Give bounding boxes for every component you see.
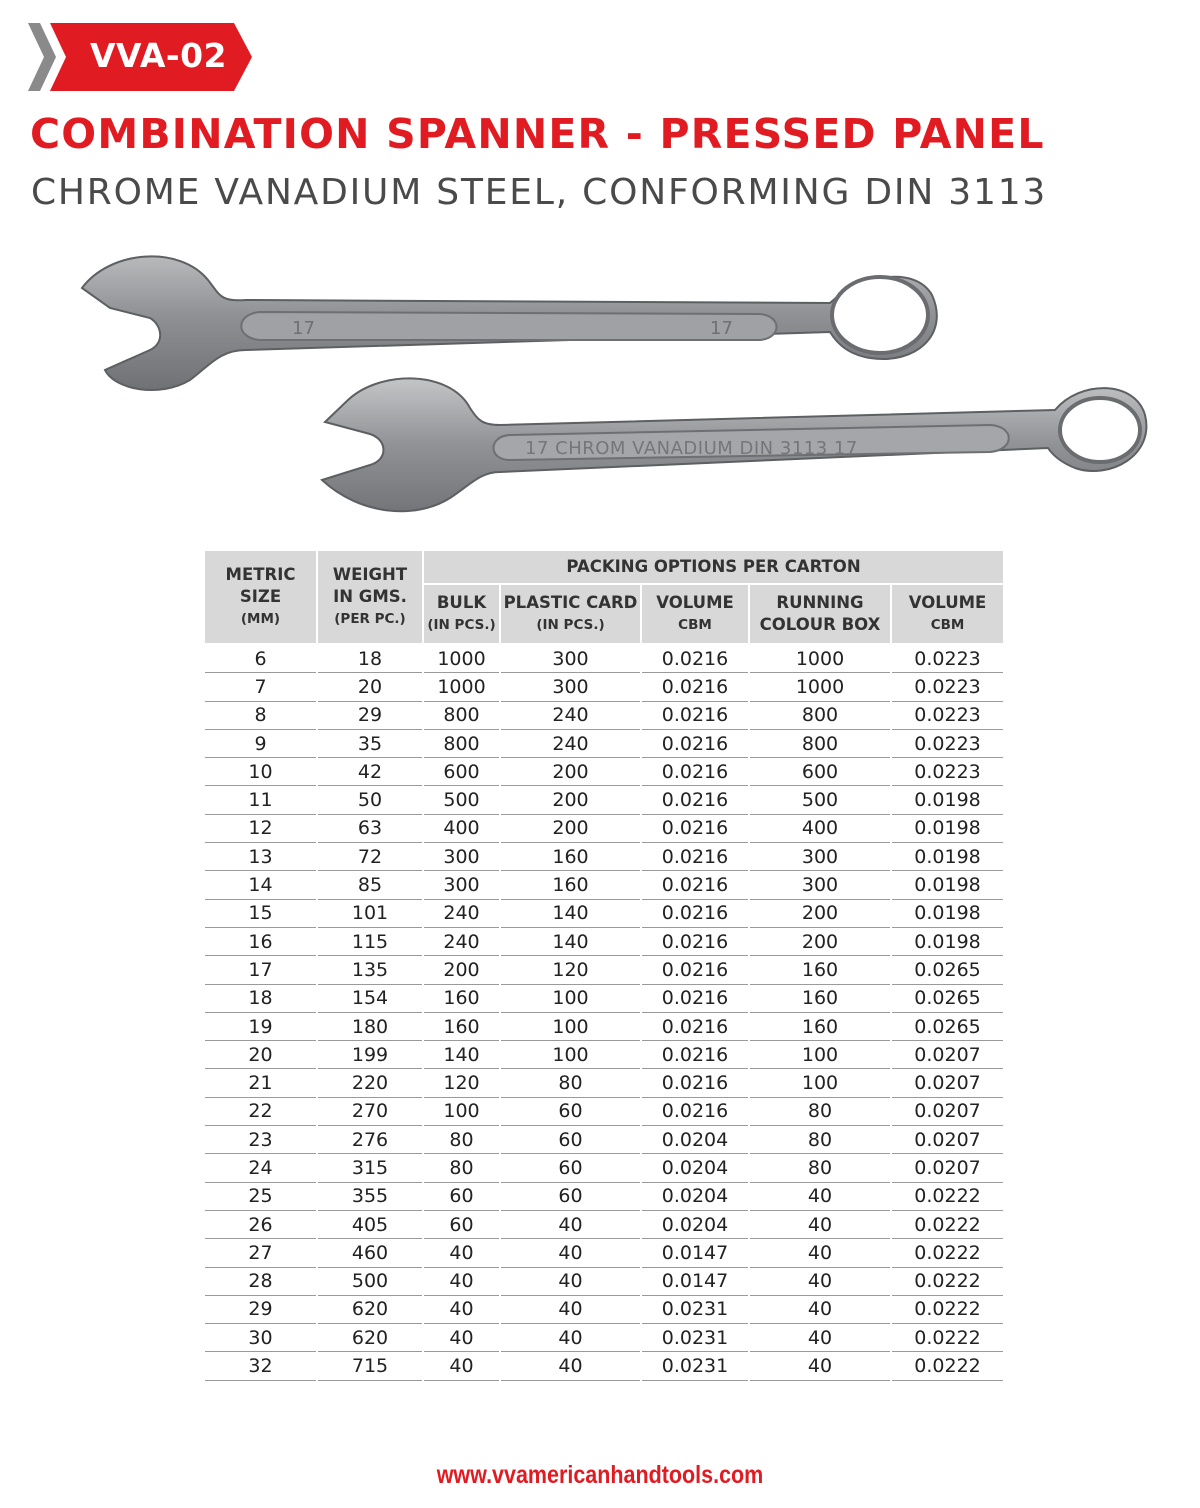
header-bulk-l1: BULK: [436, 593, 487, 612]
cell-plastic-card: 100: [500, 984, 641, 1012]
cell-bulk: 500: [423, 786, 500, 814]
cell-volume-1: 0.0216: [641, 956, 749, 984]
cell-volume-2: 0.0222: [891, 1182, 1003, 1210]
upper-ring-opening: [832, 277, 928, 353]
cell-volume-2: 0.0198: [891, 899, 1003, 927]
cell-metric-size: 15: [205, 899, 317, 927]
table-header: [205, 551, 1003, 644]
cell-plastic-card: 200: [500, 814, 641, 842]
cell-plastic-card: 200: [500, 758, 641, 786]
header-card-l1: PLASTIC CARD: [503, 593, 638, 612]
cell-volume-2: 0.0198: [891, 871, 1003, 899]
cell-volume-1: 0.0231: [641, 1352, 749, 1380]
product-title: COMBINATION SPANNER - PRESSED PANEL: [30, 110, 1045, 158]
cell-plastic-card: 300: [500, 673, 641, 701]
cell-weight: 620: [317, 1295, 423, 1323]
cell-weight: 18: [317, 644, 423, 673]
cell-volume-2: 0.0223: [891, 701, 1003, 729]
cell-volume-2: 0.0222: [891, 1239, 1003, 1267]
cell-bulk: 240: [423, 899, 500, 927]
table-row: [205, 956, 1003, 984]
cell-colour-box: 500: [749, 786, 891, 814]
table-row: [205, 1012, 1003, 1040]
cell-bulk: 80: [423, 1126, 500, 1154]
specification-table: [205, 551, 1003, 1381]
table-row: [205, 1154, 1003, 1182]
table-row: [205, 1041, 1003, 1069]
product-code: VVA-02: [90, 36, 227, 75]
cell-volume-2: 0.0198: [891, 843, 1003, 871]
cell-colour-box: 300: [749, 871, 891, 899]
cell-volume-2: 0.0265: [891, 984, 1003, 1012]
cell-plastic-card: 60: [500, 1182, 641, 1210]
cell-bulk: 600: [423, 758, 500, 786]
cell-bulk: 160: [423, 984, 500, 1012]
cell-colour-box: 100: [749, 1041, 891, 1069]
cell-volume-2: 0.0207: [891, 1041, 1003, 1069]
cell-volume-2: 0.0223: [891, 673, 1003, 701]
cell-volume-1: 0.0204: [641, 1126, 749, 1154]
cell-bulk: 800: [423, 701, 500, 729]
cell-volume-1: 0.0216: [641, 871, 749, 899]
cell-colour-box: 40: [749, 1182, 891, 1210]
cell-plastic-card: 40: [500, 1295, 641, 1323]
cell-weight: 315: [317, 1154, 423, 1182]
header-volume-2: [891, 584, 1003, 644]
cell-plastic-card: 40: [500, 1324, 641, 1352]
cell-weight: 270: [317, 1097, 423, 1125]
cell-colour-box: 800: [749, 729, 891, 757]
cell-weight: 154: [317, 984, 423, 1012]
cell-weight: 405: [317, 1210, 423, 1238]
table-row: [205, 1097, 1003, 1125]
cell-colour-box: 400: [749, 814, 891, 842]
cell-volume-2: 0.0223: [891, 729, 1003, 757]
cell-weight: 50: [317, 786, 423, 814]
cell-metric-size: 24: [205, 1154, 317, 1182]
cell-colour-box: 40: [749, 1324, 891, 1352]
cell-weight: 135: [317, 956, 423, 984]
website-url[interactable]: www.vvamericanhandtools.com: [436, 1461, 764, 1489]
cell-bulk: 300: [423, 871, 500, 899]
cell-plastic-card: 100: [500, 1041, 641, 1069]
cell-volume-1: 0.0216: [641, 729, 749, 757]
cell-metric-size: 9: [205, 729, 317, 757]
lower-ring-opening: [1060, 398, 1140, 462]
cell-bulk: 40: [423, 1267, 500, 1295]
cell-plastic-card: 40: [500, 1352, 641, 1380]
cell-weight: 42: [317, 758, 423, 786]
cell-weight: 620: [317, 1324, 423, 1352]
cell-bulk: 240: [423, 927, 500, 955]
cell-bulk: 120: [423, 1069, 500, 1097]
cell-volume-1: 0.0204: [641, 1182, 749, 1210]
cell-volume-2: 0.0198: [891, 786, 1003, 814]
cell-bulk: 40: [423, 1352, 500, 1380]
cell-bulk: 300: [423, 843, 500, 871]
cell-volume-2: 0.0223: [891, 644, 1003, 673]
table-row: [205, 1324, 1003, 1352]
cell-volume-2: 0.0198: [891, 927, 1003, 955]
cell-volume-1: 0.0216: [641, 984, 749, 1012]
table-row: [205, 758, 1003, 786]
cell-volume-2: 0.0207: [891, 1126, 1003, 1154]
header-metric-l1: METRIC: [225, 565, 296, 584]
cell-plastic-card: 60: [500, 1097, 641, 1125]
cell-colour-box: 40: [749, 1295, 891, 1323]
cell-plastic-card: 160: [500, 871, 641, 899]
header-bulk: [423, 584, 500, 644]
cell-colour-box: 160: [749, 984, 891, 1012]
header-box-l1: RUNNING: [776, 593, 864, 612]
header-vol2-l1: VOLUME: [908, 593, 987, 612]
cell-volume-1: 0.0147: [641, 1239, 749, 1267]
cell-colour-box: 80: [749, 1097, 891, 1125]
cell-volume-1: 0.0147: [641, 1267, 749, 1295]
header-metric-l3: (MM): [240, 611, 281, 627]
cell-volume-2: 0.0265: [891, 956, 1003, 984]
cell-colour-box: 40: [749, 1267, 891, 1295]
cell-colour-box: 80: [749, 1154, 891, 1182]
table-row: [205, 673, 1003, 701]
table-row: [205, 701, 1003, 729]
lower-marking: 17 CHROM VANADIUM DIN 3113 17: [525, 438, 858, 459]
cell-weight: 35: [317, 729, 423, 757]
header-metric-size: [205, 551, 317, 644]
cell-metric-size: 7: [205, 673, 317, 701]
cell-volume-1: 0.0204: [641, 1154, 749, 1182]
cell-weight: 85: [317, 871, 423, 899]
cell-volume-2: 0.0222: [891, 1267, 1003, 1295]
cell-colour-box: 40: [749, 1352, 891, 1380]
cell-metric-size: 18: [205, 984, 317, 1012]
cell-colour-box: 40: [749, 1239, 891, 1267]
upper-marking-left: 17: [292, 318, 315, 339]
header-box-l2: COLOUR BOX: [759, 615, 881, 634]
cell-volume-1: 0.0216: [641, 899, 749, 927]
cell-weight: 72: [317, 843, 423, 871]
header-vol1-l1: VOLUME: [656, 593, 734, 612]
cell-plastic-card: 160: [500, 843, 641, 871]
cell-colour-box: 200: [749, 927, 891, 955]
cell-bulk: 1000: [423, 673, 500, 701]
cell-weight: 220: [317, 1069, 423, 1097]
cell-plastic-card: 60: [500, 1154, 641, 1182]
cell-metric-size: 16: [205, 927, 317, 955]
header-packing-options: PACKING OPTIONS PER CARTON: [423, 551, 1003, 584]
table-body: [205, 644, 1003, 1380]
cell-weight: 276: [317, 1126, 423, 1154]
cell-volume-2: 0.0207: [891, 1069, 1003, 1097]
cell-volume-1: 0.0216: [641, 1069, 749, 1097]
cell-colour-box: 800: [749, 701, 891, 729]
cell-weight: 29: [317, 701, 423, 729]
cell-colour-box: 200: [749, 899, 891, 927]
cell-metric-size: 10: [205, 758, 317, 786]
cell-volume-1: 0.0216: [641, 701, 749, 729]
cell-volume-2: 0.0223: [891, 758, 1003, 786]
cell-weight: 63: [317, 814, 423, 842]
table-row: [205, 786, 1003, 814]
cell-metric-size: 25: [205, 1182, 317, 1210]
table-row: [205, 1126, 1003, 1154]
cell-plastic-card: 60: [500, 1126, 641, 1154]
cell-colour-box: 40: [749, 1210, 891, 1238]
header-metric-l2: SIZE: [239, 587, 282, 606]
table-row: [205, 1352, 1003, 1380]
header-colour-box: [749, 584, 891, 644]
lower-wrench: [322, 378, 1146, 511]
cell-plastic-card: 40: [500, 1239, 641, 1267]
table-row: [205, 1210, 1003, 1238]
cell-bulk: 140: [423, 1041, 500, 1069]
header-weight: [317, 551, 423, 644]
header-vol2-l2: CBM: [930, 617, 965, 633]
cell-metric-size: 17: [205, 956, 317, 984]
table-row: [205, 1182, 1003, 1210]
cell-volume-1: 0.0231: [641, 1324, 749, 1352]
cell-weight: 715: [317, 1352, 423, 1380]
header-weight-l2: IN GMS.: [333, 587, 407, 606]
cell-bulk: 40: [423, 1295, 500, 1323]
cell-bulk: 160: [423, 1012, 500, 1040]
cell-volume-1: 0.0216: [641, 644, 749, 673]
product-code-badge: [28, 20, 258, 94]
cell-metric-size: 26: [205, 1210, 317, 1238]
cell-plastic-card: 140: [500, 899, 641, 927]
cell-metric-size: 29: [205, 1295, 317, 1323]
cell-volume-1: 0.0216: [641, 1041, 749, 1069]
cell-volume-1: 0.0204: [641, 1210, 749, 1238]
cell-metric-size: 19: [205, 1012, 317, 1040]
table-row: [205, 871, 1003, 899]
cell-colour-box: 160: [749, 1012, 891, 1040]
cell-volume-2: 0.0207: [891, 1154, 1003, 1182]
table-row: [205, 1295, 1003, 1323]
table-row: [205, 1069, 1003, 1097]
cell-plastic-card: 80: [500, 1069, 641, 1097]
header-vol1-l2: CBM: [678, 617, 712, 633]
cell-volume-1: 0.0216: [641, 1097, 749, 1125]
cell-colour-box: 100: [749, 1069, 891, 1097]
cell-weight: 500: [317, 1267, 423, 1295]
cell-bulk: 100: [423, 1097, 500, 1125]
cell-weight: 199: [317, 1041, 423, 1069]
header-bulk-l2: (IN PCS.): [427, 617, 496, 633]
cell-metric-size: 13: [205, 843, 317, 871]
cell-bulk: 40: [423, 1239, 500, 1267]
cell-volume-1: 0.0216: [641, 814, 749, 842]
cell-bulk: 200: [423, 956, 500, 984]
cell-volume-1: 0.0216: [641, 927, 749, 955]
cell-volume-2: 0.0222: [891, 1210, 1003, 1238]
header-weight-l1: WEIGHT: [332, 565, 408, 584]
cell-metric-size: 28: [205, 1267, 317, 1295]
product-subtitle: CHROME VANADIUM STEEL, CONFORMING DIN 3113: [31, 172, 1048, 213]
cell-plastic-card: 40: [500, 1210, 641, 1238]
cell-bulk: 1000: [423, 644, 500, 673]
cell-volume-1: 0.0216: [641, 843, 749, 871]
cell-weight: 20: [317, 673, 423, 701]
cell-volume-1: 0.0216: [641, 786, 749, 814]
cell-bulk: 60: [423, 1210, 500, 1238]
cell-bulk: 80: [423, 1154, 500, 1182]
cell-metric-size: 30: [205, 1324, 317, 1352]
table-row: [205, 644, 1003, 673]
cell-metric-size: 8: [205, 701, 317, 729]
table-row: [205, 729, 1003, 757]
cell-weight: 180: [317, 1012, 423, 1040]
cell-volume-2: 0.0198: [891, 814, 1003, 842]
cell-volume-1: 0.0216: [641, 673, 749, 701]
table-row: [205, 814, 1003, 842]
cell-volume-1: 0.0231: [641, 1295, 749, 1323]
cell-metric-size: 11: [205, 786, 317, 814]
upper-wrench: [82, 256, 937, 390]
table-row: [205, 927, 1003, 955]
header-card-l2: (IN PCS.): [536, 617, 605, 633]
table-row: [205, 1239, 1003, 1267]
cell-volume-2: 0.0265: [891, 1012, 1003, 1040]
table-row: [205, 1267, 1003, 1295]
header-weight-l3: (PER PC.): [334, 611, 406, 627]
cell-plastic-card: 200: [500, 786, 641, 814]
cell-bulk: 400: [423, 814, 500, 842]
cell-plastic-card: 120: [500, 956, 641, 984]
upper-wrench-panel: [241, 312, 776, 340]
cell-bulk: 60: [423, 1182, 500, 1210]
product-image: [70, 240, 1160, 530]
cell-plastic-card: 140: [500, 927, 641, 955]
cell-plastic-card: 240: [500, 701, 641, 729]
cell-metric-size: 32: [205, 1352, 317, 1380]
badge-gray-chevron: [28, 23, 56, 91]
cell-weight: 460: [317, 1239, 423, 1267]
cell-colour-box: 1000: [749, 673, 891, 701]
cell-plastic-card: 40: [500, 1267, 641, 1295]
cell-volume-2: 0.0222: [891, 1324, 1003, 1352]
cell-weight: 355: [317, 1182, 423, 1210]
cell-bulk: 40: [423, 1324, 500, 1352]
cell-volume-1: 0.0216: [641, 1012, 749, 1040]
cell-colour-box: 300: [749, 843, 891, 871]
cell-metric-size: 23: [205, 1126, 317, 1154]
cell-metric-size: 27: [205, 1239, 317, 1267]
cell-volume-2: 0.0222: [891, 1295, 1003, 1323]
cell-metric-size: 22: [205, 1097, 317, 1125]
cell-colour-box: 1000: [749, 644, 891, 673]
upper-marking-right: 17: [710, 318, 733, 339]
cell-colour-box: 600: [749, 758, 891, 786]
cell-volume-2: 0.0207: [891, 1097, 1003, 1125]
cell-metric-size: 20: [205, 1041, 317, 1069]
table-row: [205, 899, 1003, 927]
cell-metric-size: 14: [205, 871, 317, 899]
cell-bulk: 800: [423, 729, 500, 757]
table-row: [205, 984, 1003, 1012]
cell-weight: 101: [317, 899, 423, 927]
header-volume-1: [641, 584, 749, 644]
cell-colour-box: 80: [749, 1126, 891, 1154]
header-plastic-card: [500, 584, 641, 644]
cell-plastic-card: 100: [500, 1012, 641, 1040]
cell-metric-size: 21: [205, 1069, 317, 1097]
cell-volume-2: 0.0222: [891, 1352, 1003, 1380]
cell-volume-1: 0.0216: [641, 758, 749, 786]
table-row: [205, 843, 1003, 871]
cell-colour-box: 160: [749, 956, 891, 984]
cell-plastic-card: 240: [500, 729, 641, 757]
cell-metric-size: 6: [205, 644, 317, 673]
cell-plastic-card: 300: [500, 644, 641, 673]
cell-weight: 115: [317, 927, 423, 955]
cell-metric-size: 12: [205, 814, 317, 842]
wrenches-illustration: [70, 240, 1160, 530]
